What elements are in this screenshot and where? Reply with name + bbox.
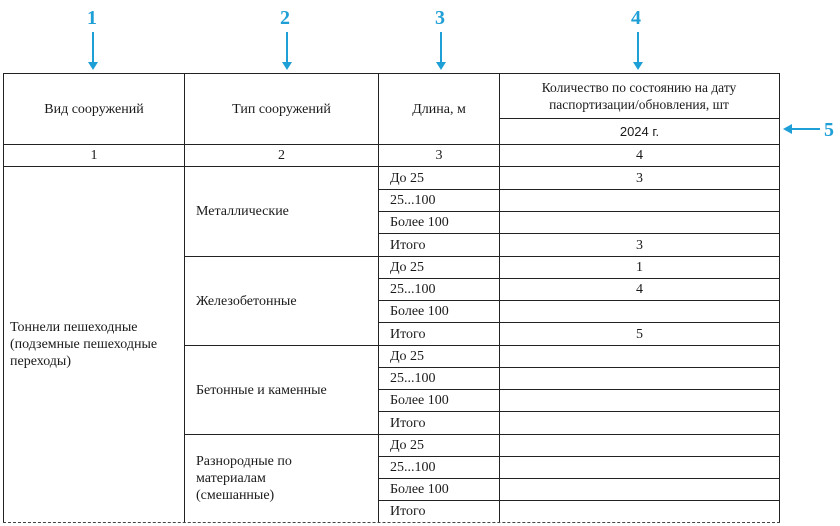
callout-3-arrow-line	[440, 32, 442, 62]
structure-kind: Тоннели пешеходные (подземные пешеходные переходы)	[10, 320, 158, 369]
callout-5-arrow-line	[792, 128, 820, 130]
length-cell: Более 100	[390, 482, 449, 497]
callout-1-arrow-line	[92, 32, 94, 62]
count-cell: 3	[636, 170, 643, 186]
callout-4: 4	[631, 7, 641, 29]
callout-2-arrow-head	[282, 62, 292, 70]
callout-4-arrow-head	[633, 62, 643, 70]
length-cell: До 25	[390, 349, 425, 364]
length-cell: 25...100	[390, 371, 436, 386]
type-mixed: Разнородные по материалам (смешанные)	[196, 454, 292, 503]
count-cell	[500, 412, 779, 434]
column-number-2: 2	[278, 148, 285, 163]
callout-3-arrow-head	[436, 62, 446, 70]
length-cell: 25...100	[390, 193, 436, 208]
callout-4-arrow-line	[637, 32, 639, 62]
count-cell: 4	[636, 282, 643, 297]
column-number-1: 1	[90, 148, 98, 163]
count-cell	[500, 301, 779, 322]
header-length: Длина, м	[412, 101, 466, 117]
header-type: Тип сооружений	[232, 101, 331, 117]
length-cell: Более 100	[390, 393, 449, 408]
count-cell	[500, 501, 779, 522]
count-cell: 1	[636, 260, 643, 275]
length-cell: До 25	[390, 438, 425, 453]
length-cell: Более 100	[390, 215, 449, 230]
length-cell: Итого	[390, 415, 426, 431]
count-cell	[500, 390, 779, 411]
callout-1-arrow-head	[88, 62, 98, 70]
length-cell: До 25	[390, 170, 425, 186]
count-cell	[500, 190, 779, 211]
count-cell: 3	[636, 237, 643, 253]
length-cell: Итого	[390, 504, 426, 519]
callout-2-arrow-line	[286, 32, 288, 62]
length-cell: Итого	[390, 237, 426, 253]
count-cell	[500, 457, 779, 478]
callout-2: 2	[280, 7, 290, 29]
count-cell	[500, 346, 779, 367]
type-concrete-stone: Бетонные и каменные	[196, 382, 327, 398]
type-reinforced-concrete: Железобетонные	[196, 293, 297, 309]
header-count: Количество по состоянию на дату паспортизации/обновления, шт	[541, 80, 737, 112]
length-cell: Итого	[390, 326, 426, 342]
length-cell: 25...100	[390, 460, 436, 475]
count-cell	[500, 212, 779, 233]
column-number-4: 4	[636, 148, 643, 163]
column-number-3: 3	[435, 148, 443, 163]
callout-1: 1	[87, 7, 97, 29]
header-kind: Вид сооружений	[44, 101, 144, 117]
count-cell	[500, 435, 779, 456]
type-metal: Металлические	[196, 204, 289, 219]
callout-3: 3	[435, 7, 445, 29]
callout-5: 5	[824, 119, 834, 141]
callout-5-arrow-head	[783, 124, 792, 134]
count-cell	[500, 368, 779, 389]
count-cell: 5	[636, 326, 643, 342]
length-cell: Более 100	[390, 304, 449, 319]
length-cell: До 25	[390, 260, 425, 275]
count-cell	[500, 479, 779, 500]
length-cell: 25...100	[390, 282, 436, 297]
header-year: 2024 г.	[619, 124, 660, 139]
